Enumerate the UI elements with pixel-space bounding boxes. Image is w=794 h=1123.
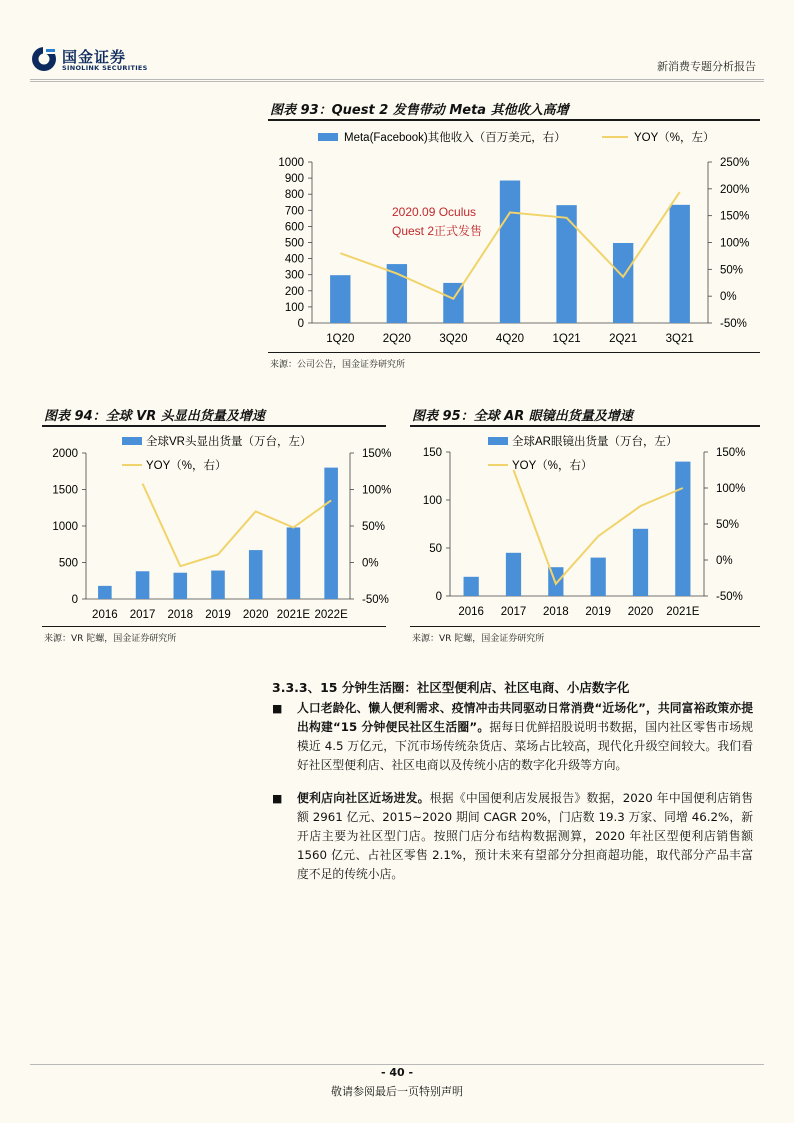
fig93-category-label: 3Q21 xyxy=(665,333,694,345)
fig94-bar xyxy=(136,571,150,599)
fig95-left-tick-label: 150 xyxy=(422,447,442,459)
fig94-legend-bar-swatch xyxy=(122,437,142,445)
fig93-category-label: 3Q20 xyxy=(439,333,468,345)
fig95-left-tick-label: 50 xyxy=(429,543,442,555)
fig93-category-label: 1Q20 xyxy=(326,333,355,345)
fig94-bar xyxy=(173,573,187,599)
fig93-category-label: 1Q21 xyxy=(552,333,581,345)
paragraph-2-body: 根据《中国便利店发展报告》数据，2020 年中国便利店销售额 2961 亿元、2015~2020 期间 CAGR 20%，门店数 19.3 万家、同增 46.2%，新开店主要为社区型门店。按照门店分布结构数据测算，2020 年社区型便利店销售额 1560 亿元、占社区零售 2.1%，预计未来有望部分分担商超功能，取代部分产品丰富度不足的传统小店。 xyxy=(297,791,753,881)
fig95-category-label: 2016 xyxy=(458,606,484,618)
section-heading: 3.3.3、15 分钟生活圈：社区型便利店、社区电商、小店数字化 xyxy=(272,680,630,695)
bullet-2-marker: ■ xyxy=(272,792,283,805)
fig94-bar xyxy=(324,468,338,599)
fig95-chart xyxy=(410,430,762,626)
fig93-right-tick-label: 200% xyxy=(720,183,750,196)
fig93-chart xyxy=(268,124,762,350)
fig95-category-label: 2017 xyxy=(500,606,527,618)
paragraph-2-lead: 便利店向社区近场进发。 xyxy=(297,791,430,805)
fig94-bottom-rule xyxy=(42,626,386,627)
fig95-legend-bar-label: 全球AR眼镜出货量（万台，左） xyxy=(512,436,678,448)
fig94-bar xyxy=(98,586,112,599)
fig93-left-tick-label: 500 xyxy=(284,237,304,250)
footer-divider xyxy=(30,1064,764,1065)
fig93-left-tick-label: 600 xyxy=(284,221,304,234)
fig94-left-tick-label: 1000 xyxy=(52,521,78,533)
fig95-left-tick-label: 100 xyxy=(422,495,442,507)
fig94-right-tick-label: 0% xyxy=(362,557,379,570)
fig93-right-tick-label: 100% xyxy=(720,237,750,250)
fig94-right-tick-label: -50% xyxy=(362,594,389,606)
fig94-right-tick-label: 50% xyxy=(362,521,386,533)
fig95-right-tick-label: -50% xyxy=(716,591,743,603)
fig93-bottom-rule xyxy=(268,352,760,353)
header-divider-2 xyxy=(30,81,764,82)
fig93-category-label: 2Q21 xyxy=(609,333,638,345)
paragraph-1-body: 据每日优鲜招股说明书数据，国内社区零售市场规模近 4.5 万亿元，下沉市场传统杂货店、菜场占比较高，现代化升级空间较大。我们看好社区型便利店、社区电商以及传统小店的数字化升级等方向。 xyxy=(297,720,753,772)
fig94-category-label: 2018 xyxy=(167,609,194,621)
fig93-bar xyxy=(670,205,690,323)
fig94-top-rule xyxy=(42,425,386,427)
fig93-plot-area xyxy=(278,157,749,345)
fig95-category-label: 2019 xyxy=(585,606,611,618)
fig94-plot-area xyxy=(52,448,391,621)
fig95-category-label: 2018 xyxy=(543,606,569,618)
fig93-bar xyxy=(556,205,576,323)
fig93-left-tick-label: 900 xyxy=(284,173,304,186)
fig93-category-label: 2Q20 xyxy=(382,333,411,345)
fig95-plot-area xyxy=(423,447,746,618)
fig93-annotation-line1: 2020.09 Oculus xyxy=(392,205,477,219)
fig95-top-rule xyxy=(410,425,760,427)
fig95-right-tick-label: 50% xyxy=(716,519,740,531)
fig93-bar xyxy=(613,243,633,323)
paragraph-2 xyxy=(297,789,753,884)
fig93-right-tick-label: 50% xyxy=(720,264,744,277)
fig93-right-tick-label: 150% xyxy=(720,210,750,223)
fig93-left-tick-label: 100 xyxy=(284,301,304,314)
fig94-category-label: 2022E xyxy=(314,609,348,621)
fig95-bar xyxy=(633,529,648,596)
fig95-legend-line-label: YOY（%，右） xyxy=(512,460,593,472)
fig93-bar xyxy=(330,275,350,323)
fig94-source: 来源：VR 陀螺，国金证券研究所 xyxy=(44,634,177,644)
fig94-left-tick-label: 500 xyxy=(58,557,78,570)
fig94-category-label: 2017 xyxy=(129,609,156,621)
fig94-left-tick-label: 2000 xyxy=(52,448,78,460)
fig95-right-tick-label: 100% xyxy=(716,483,746,495)
bullet-1-marker: ■ xyxy=(272,702,283,715)
fig94-category-label: 2016 xyxy=(92,609,118,621)
fig95-bar xyxy=(591,558,606,596)
fig94-left-tick-label: 1500 xyxy=(52,484,78,497)
logo-chinese-name: 国金证券 xyxy=(62,48,127,66)
fig95-left-tick-label: 0 xyxy=(435,591,442,603)
fig94-left-tick-label: 0 xyxy=(71,594,78,606)
fig94-right-tick-label: 150% xyxy=(362,448,392,460)
fig94-category-label: 2021E xyxy=(276,609,311,621)
fig94-right-tick-label: 100% xyxy=(362,484,392,497)
paragraph-1 xyxy=(297,699,753,775)
fig93-top-rule xyxy=(268,119,760,121)
fig93-right-tick-label: 250% xyxy=(720,157,750,169)
fig95-category-label: 2020 xyxy=(627,606,654,618)
fig94-legend-bar-label: 全球VR头显出货量（万台，左） xyxy=(146,436,312,448)
header-divider xyxy=(30,79,764,80)
fig93-left-tick-label: 800 xyxy=(284,189,304,202)
fig93-left-tick-label: 200 xyxy=(284,285,304,298)
fig95-right-tick-label: 0% xyxy=(716,555,733,567)
fig94-legend-line-label: YOY（%，右） xyxy=(146,460,227,472)
fig94-title: 图表 94：全球 VR 头显出货量及增速 xyxy=(44,409,265,424)
sinolink-logo-icon xyxy=(30,44,60,74)
fig93-right-tick-label: 0% xyxy=(720,291,737,304)
fig95-bar xyxy=(464,577,479,596)
fig93-annotation-line2: Quest 2正式发售 xyxy=(392,224,483,238)
fig93-title: 图表 93：Quest 2 发售带动 Meta 其他收入高增 xyxy=(270,103,569,118)
fig94-category-label: 2019 xyxy=(205,609,231,621)
report-title: 新消费专题分析报告 xyxy=(657,60,756,73)
fig93-left-tick-label: 400 xyxy=(284,253,304,266)
logo-english-name: SINOLINK SECURITIES xyxy=(62,64,148,72)
fig94-category-label: 2020 xyxy=(242,609,269,621)
fig93-left-tick-label: 300 xyxy=(284,269,304,282)
fig94-yoy-line xyxy=(143,484,332,567)
fig95-source: 来源：VR 陀螺，国金证券研究所 xyxy=(412,634,545,644)
fig95-bar xyxy=(506,553,521,596)
fig93-legend-line-label: YOY（%，左） xyxy=(634,132,715,144)
paragraph-1-lead: 人口老龄化、懒人便利需求、疫情冲击共同驱动日常消费“近场化”，共同富裕政策亦提出构建“15 分钟便民社区生活圈”。 xyxy=(297,701,753,734)
fig93-left-tick-label: 0 xyxy=(297,318,304,330)
fig94-bar xyxy=(287,527,301,599)
fig93-legend-bar-swatch xyxy=(318,133,338,141)
fig95-bottom-rule xyxy=(410,626,760,627)
fig93-left-tick-label: 700 xyxy=(284,205,304,218)
fig93-category-label: 4Q20 xyxy=(495,333,525,345)
fig94-bar xyxy=(249,550,263,599)
fig93-left-tick-label: 1000 xyxy=(278,157,304,169)
page-number: - 40 - xyxy=(380,1066,414,1079)
fig95-category-label: 2021E xyxy=(666,606,700,618)
fig95-bar xyxy=(675,462,690,596)
fig93-legend-bar-label: Meta(Facebook)其他收入（百万美元，右） xyxy=(344,132,566,144)
fig94-chart xyxy=(42,430,392,626)
footer-disclaimer: 敬请参阅最后一页特别声明 xyxy=(331,1085,463,1098)
fig94-bar xyxy=(211,571,225,599)
fig95-right-tick-label: 150% xyxy=(716,447,746,459)
fig93-source: 来源：公司公告，国金证券研究所 xyxy=(270,360,406,370)
fig93-bar xyxy=(500,181,520,323)
fig93-right-tick-label: -50% xyxy=(720,318,747,330)
fig95-title: 图表 95：全球 AR 眼镜出货量及增速 xyxy=(412,409,633,424)
fig95-legend-bar-swatch xyxy=(488,437,508,445)
